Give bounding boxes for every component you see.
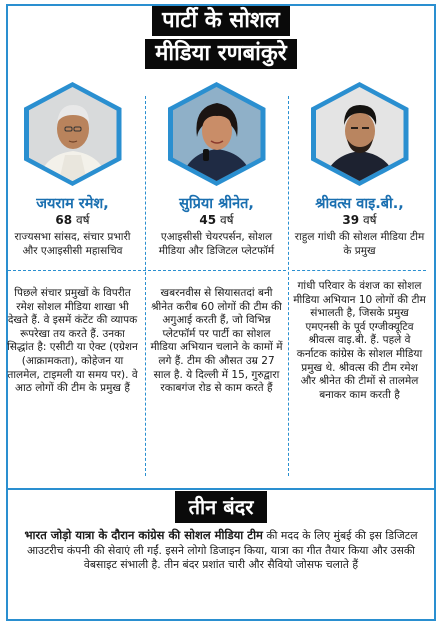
profile-description: पिछले संचार प्रमुखों के विपरीत रमेश सोशल मीडिया शाखा भी देखते हैं. वे इसमें कंटेंट की व्यापक रूपरेखा तय करते हैं. उनका सिद्धांत है: एसीटी या ऐक्ट (एग्रेशन (आक्रामकता), कोहेजन या तालमेल, टाइमली या समय पर). वे आठ लोगों की टीम के प्रमुख हैं bbox=[7, 287, 138, 395]
age-suffix: वर्ष bbox=[359, 213, 377, 227]
portrait-image bbox=[316, 87, 404, 181]
person-role: एआइसीसी चेयरपर्सन, सोशल मीडिया और डिजिटल प्लेटफॉर्म bbox=[158, 231, 275, 257]
section-divider bbox=[292, 270, 426, 271]
profile-jairam bbox=[2, 82, 143, 258]
profile-srivatsa bbox=[289, 82, 430, 258]
age-number: 39 bbox=[342, 213, 360, 227]
bottom-heading-text: तीन बंदर bbox=[175, 491, 268, 523]
age-suffix: वर्ष bbox=[72, 213, 90, 227]
person-role: राहुल गांधी की सोशल मीडिया टीम के प्रमुख bbox=[294, 231, 425, 257]
section-divider bbox=[8, 270, 286, 271]
person-age bbox=[289, 213, 430, 228]
hexagon-frame bbox=[168, 82, 266, 186]
person-name: सुप्रिया श्रीनेत, bbox=[179, 196, 254, 212]
age-suffix: वर्ष bbox=[216, 213, 234, 227]
person-age bbox=[2, 213, 143, 228]
portrait-supriya-shrinate bbox=[173, 87, 261, 181]
bottom-section-rule bbox=[6, 488, 436, 490]
age-number: 68 bbox=[55, 213, 73, 227]
headline-line-2: मीडिया रणबांकुरे bbox=[145, 39, 297, 69]
portrait-srivatsa-yb bbox=[316, 87, 404, 181]
profile-description: खबरनवीस से सियासतदां बनी श्रीनेत करीब 60 लोगों की टीम की अगुआई करती हैं, जो विभिन्न प्लेटफॉर्म पर पार्टी का सोशल मीडिया अभियान चलाने के कामों में लगे हैं. टीम की औसत उम्र 27 साल है. ये दिल्ली में 15, गुरुद्वारा रकाबगंज रोड से काम करते हैं bbox=[150, 287, 283, 395]
bottom-heading bbox=[0, 491, 442, 523]
headline-line-1: पार्टी के सोशल bbox=[152, 6, 290, 36]
person-role: राज्यसभा सांसद, संचार प्रभारी और एआइसीसी महासचिव bbox=[14, 231, 131, 257]
bottom-body: की मदद के लिए मुंबई की इस डिजिटल आउटरीच कंपनी की सेवाएं ली गईं. इसने लोगो डिजाइन किया, यात्रा का गीत तैयार किया और उसकी वेबसाइट संभाली है. तीन बंदर प्रशांत चारी और सैवियो जोसफ चलाते हैं bbox=[27, 529, 418, 571]
age-number: 45 bbox=[199, 213, 217, 227]
person-name: श्रीवत्स वाइ.बी., bbox=[315, 196, 404, 212]
portrait-image bbox=[173, 87, 261, 181]
bottom-lead: भारत जोड़ो यात्रा के दौरान कांग्रेस की सोशल मीडिया टीम bbox=[24, 528, 263, 542]
headline bbox=[0, 6, 442, 72]
hexagon-frame bbox=[311, 82, 409, 186]
profile-supriya bbox=[146, 82, 287, 258]
portrait-image bbox=[29, 87, 117, 181]
bottom-paragraph bbox=[14, 528, 428, 573]
portrait-jairam-ramesh bbox=[29, 87, 117, 181]
profile-description: गांधी परिवार के वंशज का सोशल मीडिया अभियान 10 लोगों की टीम संभालती है, जिसके प्रमुख एमएनसी के पूर्व एग्जीक्यूटिव श्रीवत्स वाइ.बी. हैं. पहले वे कर्नाटक कांग्रेस के सोशल मीडिया प्रमुख थे. श्रीवत्स की टीम रमेश और श्रीनेत की टीमों से तालमेल बनाकर काम करती है bbox=[293, 280, 426, 401]
person-age bbox=[146, 213, 287, 228]
person-name: जयराम रमेश, bbox=[36, 196, 109, 212]
hexagon-frame bbox=[24, 82, 122, 186]
